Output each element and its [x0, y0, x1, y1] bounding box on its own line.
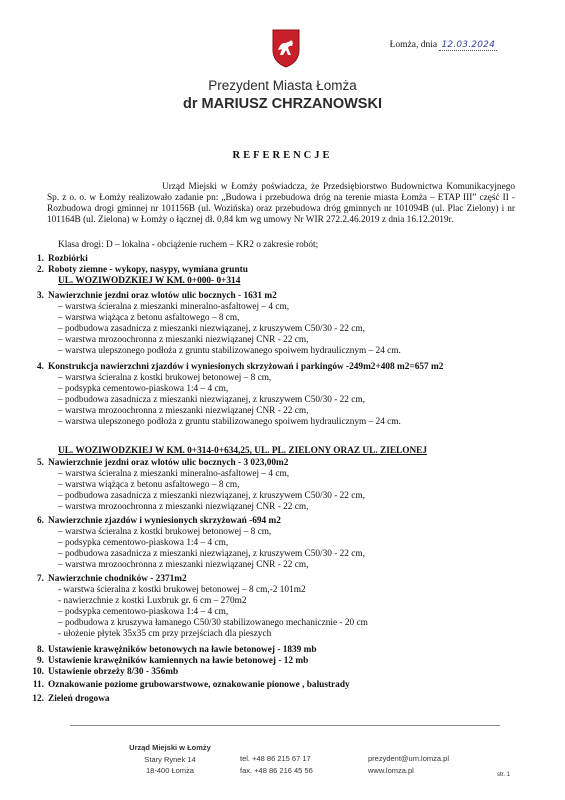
item-title: Roboty ziemne - wykopy, nasypy, wymiana gruntu — [48, 265, 248, 275]
item-title: Zieleń drogowa — [48, 694, 110, 704]
sub-item: – podbudowa zasadnicza z mieszanki niezwiązanej, z kruszywem C50/30 - 22 cm, — [58, 549, 365, 559]
section-heading: UL. WOZIWODZKIEJ W KM. 0+314-0+634,25, UL. PL. ZIELONY ORAZ UL. ZIELONEJ — [58, 446, 428, 456]
item-title: Konstrukcja nawierzchni zjazdów i wyniesionych skrzyżowań i parkingów -249m2+408 m2=657 m2 — [48, 362, 444, 372]
issuer-name: dr MARIUSZ CHRZANOWSKI — [183, 96, 382, 112]
sub-item: – podbudowa z kruszywa łamanego C50/30 stabilizowanego mechanicznie - 20 cm — [58, 618, 368, 628]
footer-street: Stary Rynek 14 — [144, 754, 196, 764]
footer-www-link[interactable]: www.lomza.pl — [368, 765, 414, 775]
issuer-title: Prezydent Miasta Łomża — [208, 78, 357, 93]
intro-paragraph: Urząd Miejski w Łomży poświadcza, że Przedsiębiorstwo Budownictwa Komunikacyjnego Sp. z o. o. w Łomży realizowało zadanie pn: „Budowa i przebudowa dróg na terenie miasta Łomża – ETAP III” część II - Rozbudowa drogi gminnej nr 101156B (ul. Wozińska) oraz przebudowa dróg gminnych nr 101094B (ul. Plac Zielony) i nr 101164B (ul. Zielona) w Łomży o łącznej dł. 0,84 km wg umowy Nr WIR 272.2.46.2019 z dnia 16.12.2019r. — [47, 182, 515, 225]
sub-item: – warstwa wiążąca z betonu asfaltowego – 8 cm, — [58, 313, 240, 323]
item-title: Nawierzchnie zjazdów i wyniesionych skrzyżowań -694 m2 — [48, 516, 281, 526]
footer-contacts — [368, 753, 449, 776]
sub-item: – warstwa ścieralna z kostki brukowej betonowej – 8 cm, — [58, 373, 272, 383]
sub-item: - ułożenie płytek 35x35 cm przy przejściach dla pieszych — [58, 629, 272, 639]
item-title: Nawierzchnie chodników - 2371m2 — [48, 574, 187, 584]
sub-item: – warstwa mrozoochronna z mieszanki niezwiązanej CNR - 22 cm, — [58, 502, 309, 512]
item-number: 8. — [37, 645, 44, 655]
sub-item: – podsypka cementowo-piaskowa 1:4 – 4 cm, — [58, 607, 229, 617]
sub-item: – warstwa ścieralna z mieszanki mineralno-asfaltowej – 4 cm, — [58, 302, 290, 312]
item-number: 7. — [37, 574, 44, 584]
handwritten-date: 12.03.2024 — [441, 40, 495, 50]
item-title: Nawierzchnie jezdni oraz wlotów ulic bocznych - 1631 m2 — [48, 291, 277, 301]
item-title: Ustawienie krawężników betonowych na ławie betonowej - 1839 mb — [48, 645, 317, 655]
item-number: 2. — [37, 265, 44, 275]
sub-item: – warstwa ścieralna z kostki brukowej betonowej – 8 cm, — [58, 527, 272, 537]
sub-item: – warstwa mrozoochronna z mieszanki niezwiązanej CNR - 22 cm, — [58, 335, 309, 345]
coat-of-arms-icon — [271, 28, 301, 68]
footer-city: 18-400 Łomża — [146, 766, 194, 775]
item-number: 3. — [37, 291, 44, 301]
item-number: 4. — [37, 362, 44, 372]
item-title: Rozbiórki — [48, 254, 88, 264]
item-number: 9. — [37, 656, 44, 666]
sub-item: - nawierzchnie z kostki Luxbruk gr. 6 cm – 270m2 — [58, 596, 247, 606]
item-title: Nawierzchnie jezdni oraz wlotów ulic bocznych - 3 023,00m2 — [48, 458, 289, 468]
item-number: 11. — [32, 680, 44, 690]
footer-org-name: Urząd Miejski w Łomży — [129, 743, 211, 752]
item-title: Ustawienie obrzeży 8/30 - 356mb — [48, 667, 179, 677]
sub-item: – warstwa wiążąca z betonu asfaltowego – 8 cm, — [58, 480, 240, 490]
item-number: 10. — [32, 667, 44, 677]
sub-item: – podbudowa zasadnicza z mieszanki niezwiązanej, z kruszywem C50/30 - 22 cm, — [58, 395, 365, 405]
sub-item: – podsypka cementowo-piaskowa 1:4 – 4 cm, — [58, 538, 229, 548]
footer-tel: tel. +48 86 215 67 17 — [240, 754, 311, 763]
date-prefix: Łomża, dnia — [389, 40, 438, 50]
sub-item: – warstwa ścieralna z mieszanki mineralno-asfaltowej – 4 cm, — [58, 469, 290, 479]
sub-item: - warstwa ścieralna z kostki brukowej betonowej – 8 cm,-2 101m2 — [58, 585, 306, 595]
sub-item: – warstwa ulepszonego podłoża z gruntu stabilizowanego spoiwem hydraulicznym – 24 cm. — [58, 417, 401, 427]
sub-item: – podsypka cementowo-piaskowa 1:4 – 4 cm, — [58, 384, 229, 394]
date-line — [390, 40, 497, 50]
item-number: 12. — [32, 694, 44, 704]
road-class-line: Klasa drogi: D – lokalna - obciążenie ruchem – KR2 o zakresie robót; — [58, 240, 319, 250]
sub-item: – warstwa mrozoochronna z mieszanki niezwiązanej CNR - 22 cm, — [58, 406, 309, 416]
section-heading: UL. WOZIWODZKIEJ W KM. 0+000- 0+314 — [58, 276, 241, 286]
sub-item: – warstwa mrozoochronna z mieszanki niezwiązanej CNR - 22 cm, — [58, 560, 309, 570]
footer-divider — [70, 725, 500, 726]
item-number: 5. — [37, 458, 44, 468]
item-title: Ustawienie krawężników kamiennych na ławie betonowej - 12 mb — [48, 656, 309, 666]
document-title: REFERENCJE — [232, 150, 333, 161]
item-title: Oznakowanie poziome grubowarstwowe, oznakowanie pionowe , balustrady — [48, 680, 350, 690]
footer-address — [120, 742, 220, 777]
footer-phones — [240, 753, 313, 776]
item-number: 6. — [37, 516, 44, 526]
footer-fax: fax. +48 86 216 45 56 — [240, 765, 313, 775]
sub-item: – podbudowa zasadnicza z mieszanki niezwiązanej, z kruszywem C50/30 - 22 cm, — [58, 324, 365, 334]
footer-email-link[interactable]: prezydent@um.lomza.pl — [368, 754, 449, 763]
item-number: 1. — [37, 254, 44, 264]
page-number: str. 1 — [497, 772, 511, 778]
sub-item: – warstwa ulepszonego podłoża z gruntu stabilizowanego spoiwem hydraulicznym – 24 cm. — [58, 346, 401, 356]
sub-item: – podbudowa zasadnicza z mieszanki niezwiązanej, z kruszywem C50/30 - 22 cm, — [58, 491, 365, 501]
